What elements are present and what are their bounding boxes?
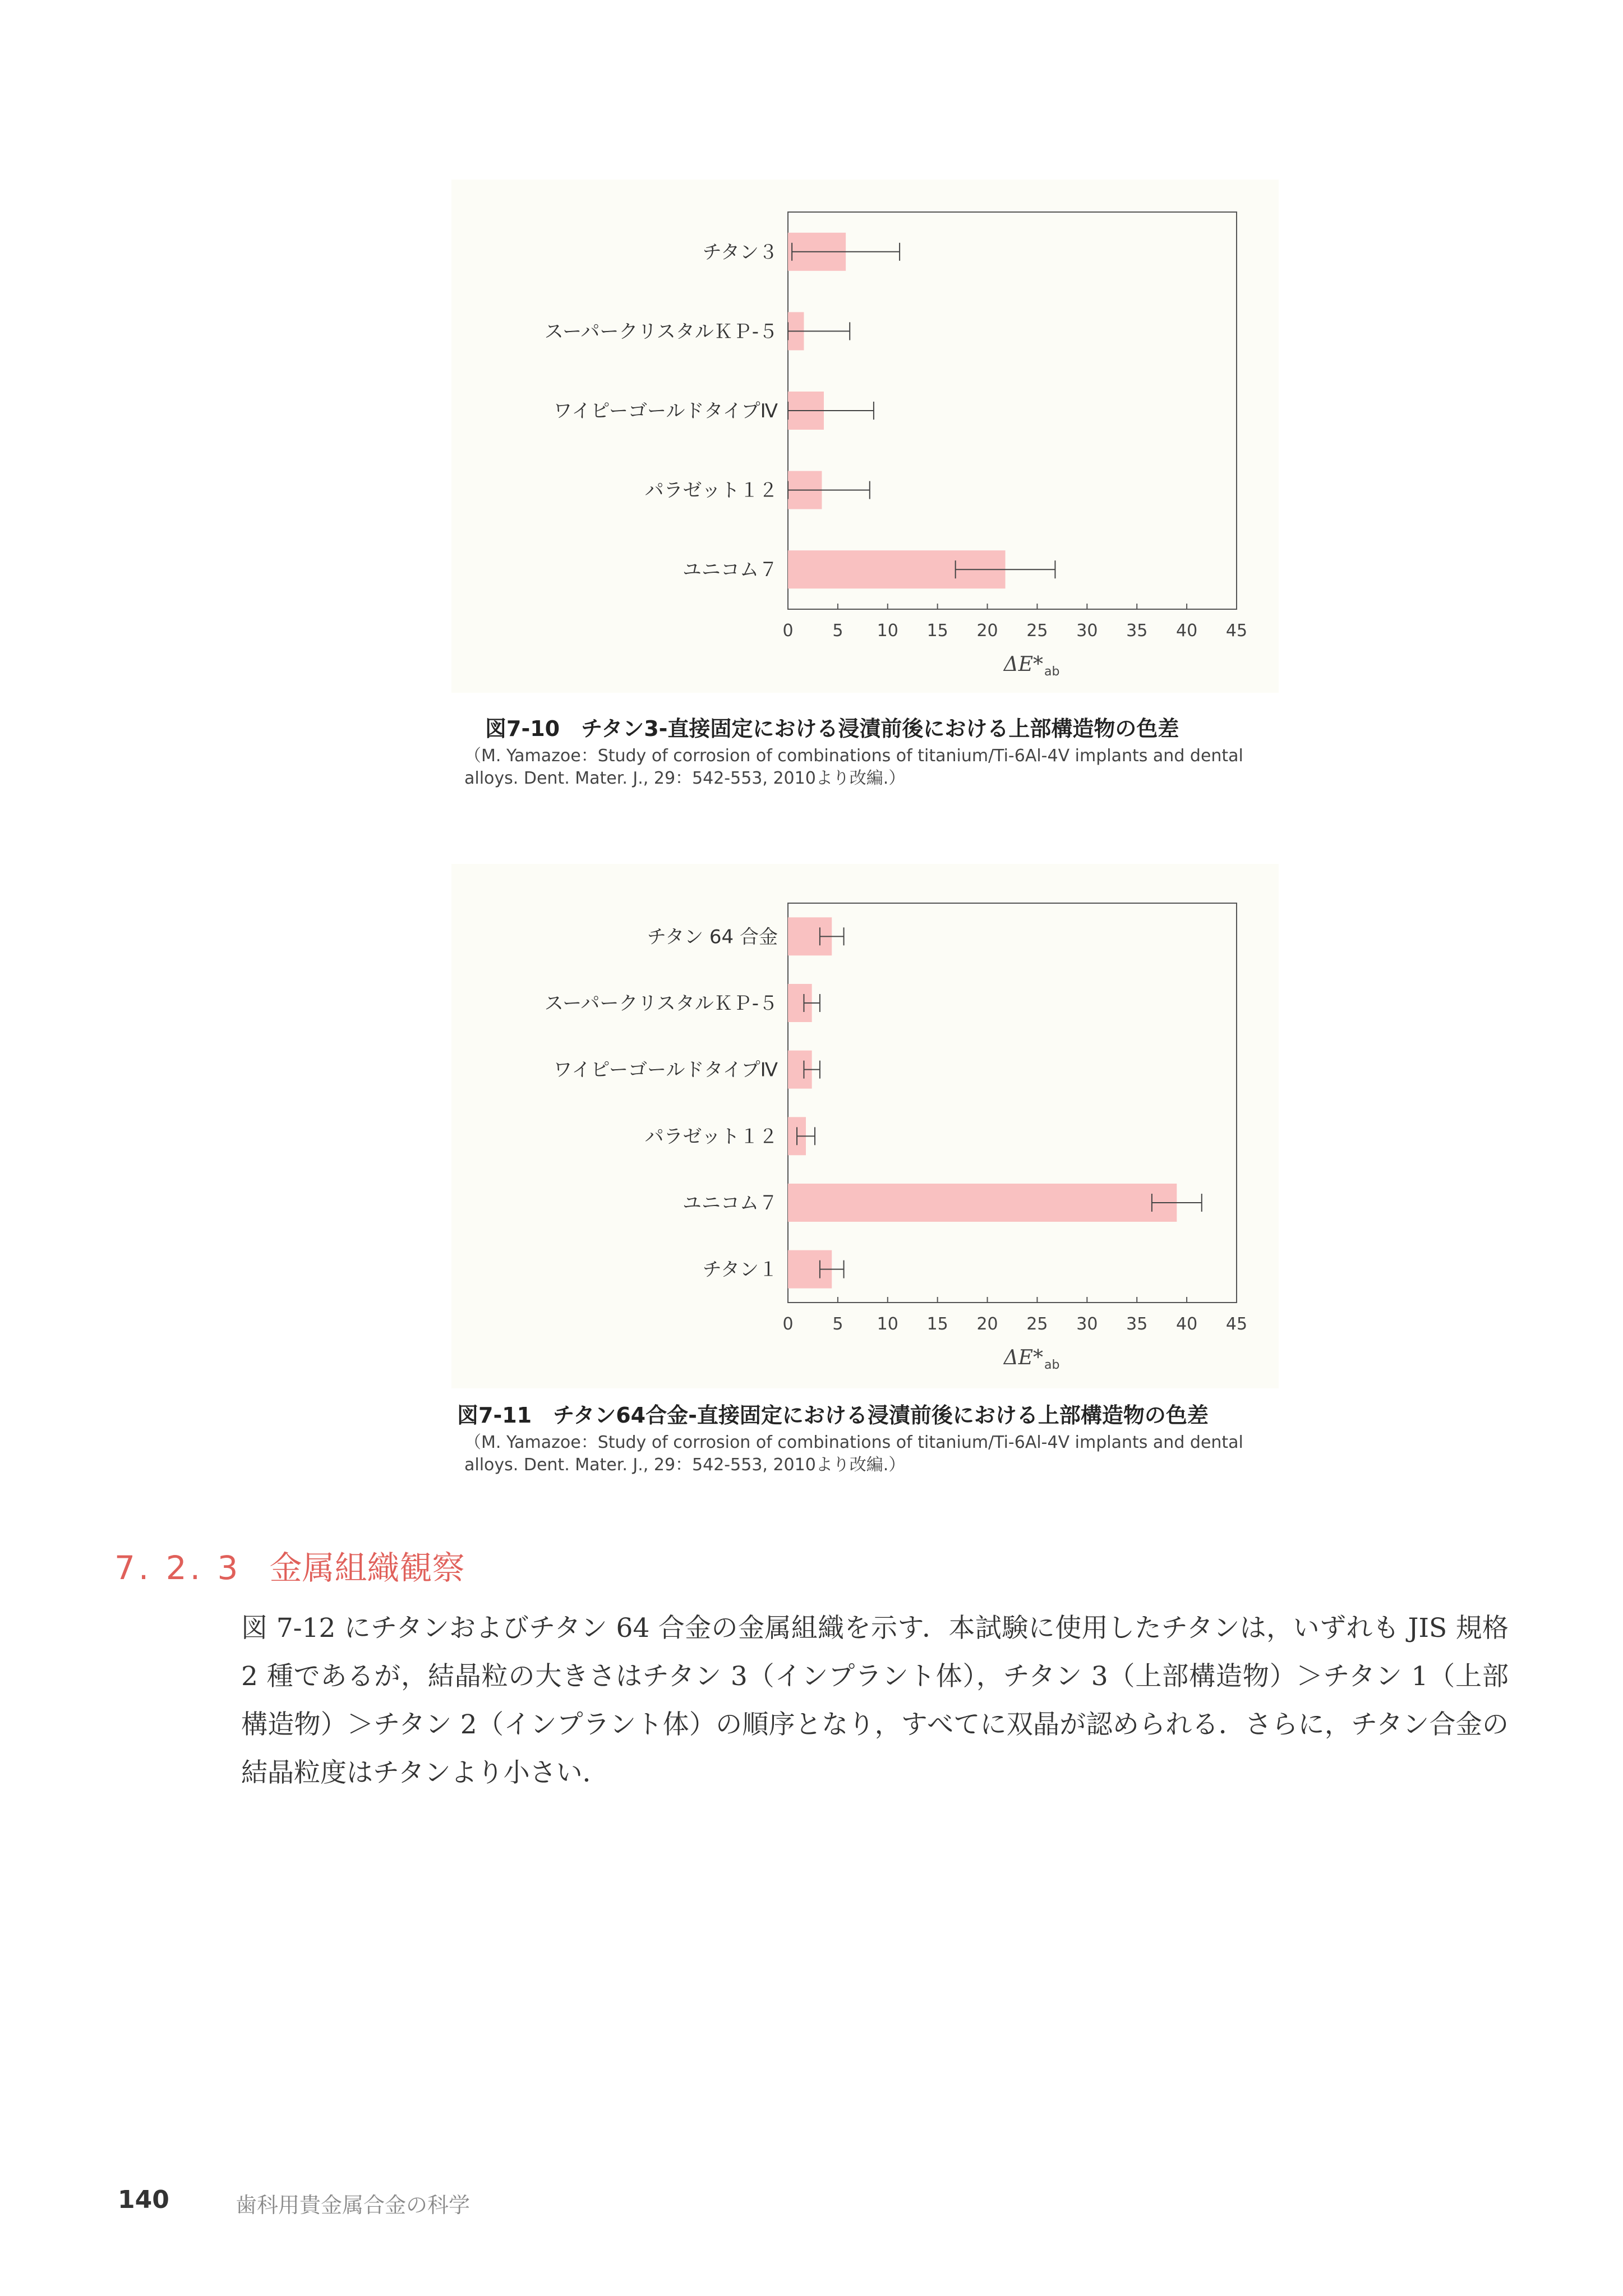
x-tick-label: 0 <box>782 621 794 641</box>
bar <box>788 1184 1177 1222</box>
x-axis-label-subscript: ab <box>1044 1358 1060 1372</box>
x-tick-label: 15 <box>926 1314 948 1334</box>
category-label: ユニコム７ <box>683 1192 778 1214</box>
x-tick-label: 20 <box>976 621 998 641</box>
x-axis-label: ΔE* <box>1003 653 1043 676</box>
category-label: チタン１ <box>702 1258 778 1281</box>
category-label: パラゼット１２ <box>644 479 778 502</box>
figure-7-10-chart <box>494 191 1279 696</box>
category-label: ワイピーゴールドタイプⅣ <box>553 400 778 422</box>
figure-7-10-caption-title: 図7-10 チタン3-直接固定における浸漬前後における上部構造物の色差 <box>485 716 1179 741</box>
x-tick-label: 40 <box>1176 1314 1198 1334</box>
x-tick-label: 10 <box>877 1314 898 1334</box>
figure-7-11-chart <box>494 875 1279 1391</box>
x-tick-label: 30 <box>1076 1314 1098 1334</box>
category-label: パラゼット１２ <box>644 1125 778 1148</box>
running-title: 歯科用貴金属合金の科学 <box>236 2193 471 2217</box>
x-tick-label: 0 <box>782 1314 794 1334</box>
figure-7-11-caption-title: 図7-11 チタン64合金-直接固定における浸漬前後における上部構造物の色差 <box>457 1403 1209 1428</box>
x-tick-label: 45 <box>1225 621 1248 641</box>
x-tick-label: 45 <box>1225 1314 1248 1334</box>
x-tick-label: 10 <box>877 621 898 641</box>
x-tick-label: 40 <box>1176 621 1198 641</box>
section-title: 金属組織観察 <box>269 1549 465 1587</box>
x-axis-label: ΔE* <box>1003 1346 1043 1369</box>
body-paragraph: 図 7-12 にチタンおよびチタン 64 合金の金属組織を示す．本試験に使用したチタンは，いずれも JIS 規格 2 種であるが，結晶粒の大きさはチタン 3（インプラント体），チタン 3（上部構造物）＞チタン 1（上部構造物）＞チタン 2（インプラント体）の順序となり，すべてに双晶が認められる．さらに，チタン合金の結晶粒度はチタンより小さい． <box>241 1613 1509 1788</box>
x-tick-label: 25 <box>1026 621 1048 641</box>
figure-7-10-caption-source: （M. Yamazoe：Study of corrosion of combinations of titanium/Ti-6Al-4V implants and dental alloys. Dent. Mater. J., 29：542-553, 2010より改編.） <box>464 746 1243 788</box>
section-heading <box>114 1542 464 1589</box>
x-tick-label: 5 <box>832 1314 843 1334</box>
page-number: 140 <box>118 2185 169 2214</box>
section-number: 7. 2. 3 <box>114 1549 242 1587</box>
x-axis-label-subscript: ab <box>1044 665 1060 679</box>
category-label: スーパークリスタルＫＰ-５ <box>544 320 778 343</box>
category-label: チタン 64 合金 <box>647 926 778 949</box>
x-tick-label: 20 <box>976 1314 998 1334</box>
category-label: スーパークリスタルＫＰ-５ <box>544 992 778 1015</box>
category-label: ユニコム７ <box>683 559 778 582</box>
x-tick-label: 30 <box>1076 621 1098 641</box>
x-tick-label: 5 <box>832 621 843 641</box>
x-tick-label: 15 <box>926 621 948 641</box>
x-tick-label: 25 <box>1026 1314 1048 1334</box>
plot-frame <box>788 903 1237 1303</box>
figure-7-11-caption-source: （M. Yamazoe：Study of corrosion of combinations of titanium/Ti-6Al-4V implants and dental alloys. Dent. Mater. J., 29：542-553, 2010より改編.） <box>464 1433 1243 1475</box>
category-label: チタン３ <box>702 241 778 264</box>
x-tick-label: 35 <box>1126 1314 1148 1334</box>
category-label: ワイピーゴールドタイプⅣ <box>553 1059 778 1082</box>
x-tick-label: 35 <box>1126 621 1148 641</box>
